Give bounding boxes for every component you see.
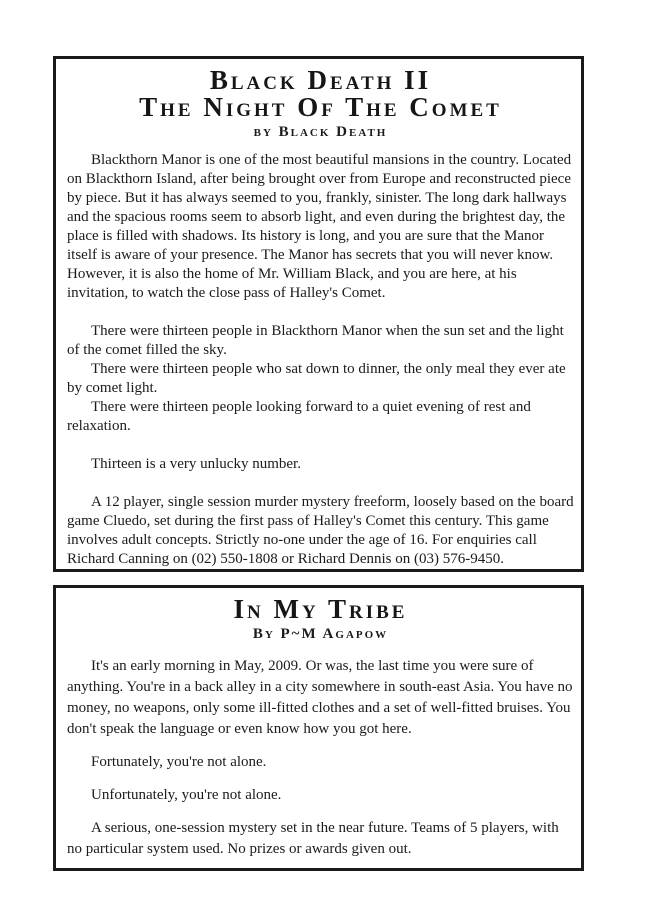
listing-title <box>67 67 574 121</box>
listing-body <box>67 656 574 860</box>
paragraph-unlucky-number: Thirteen is a very unlucky number. <box>91 456 301 472</box>
paragraph-unfortunately: Unfortunately, you're not alone. <box>91 787 282 803</box>
paragraph-thirteen-evening: There were thirteen people looking forward to a quiet evening of rest and relaxation. <box>67 399 531 434</box>
paragraph-game-details: A 12 player, single session murder mystery freeform, loosely based on the board game Cluedo, set during the first pass of Halley's Comet this century. This game involves adult concepts. Strictly no-one under the age of 16. For enquiries call Richard Canning on (02) 550-1808 or Richard Dennis on (03) 576-9450. <box>67 494 574 567</box>
listing-byline: by Black Death <box>253 124 388 140</box>
paragraph-thirteen-dinner: There were thirteen people who sat down to dinner, the only meal they ever ate by comet light. <box>67 361 566 396</box>
paragraph-thirteen-sunset: There were thirteen people in Blackthorn Manor when the sun set and the light of the comet filled the sky. <box>67 323 564 358</box>
listing-byline: By P~M Agapow <box>252 626 389 642</box>
listing-title <box>67 596 574 623</box>
listing-box-in-my-tribe <box>53 585 584 871</box>
paragraph-intro: Blackthorn Manor is one of the most beautiful mansions in the country. Located on Blackthorn Island, after being brought over from Europe and reconstructed piece by piece. But it has always seemed to you, frankly, sinister. The long dark hallways and the spacious rooms seem to absorb light, and even during the brightest day, the place is filled with shadows. Its history is long, and you are sure that the Manor itself is aware of your presence. The Manor has secrets that you will never know. However, it is also the home of Mr. William Black, and you are here, at his invitation, to watch the close pass of Halley's Comet. <box>67 152 572 301</box>
title-line-1: Black Death II <box>209 65 432 95</box>
title-line-2: The Night Of The Comet <box>139 92 502 122</box>
paragraph-game-details: A serious, one-session mystery set in the near future. Teams of 5 players, with no particular system used. No prizes or awards given out. <box>67 820 559 857</box>
title-line-1: In My Tribe <box>233 594 408 624</box>
paragraph-fortunately: Fortunately, you're not alone. <box>91 754 267 770</box>
listing-body <box>67 151 574 569</box>
paragraph-intro: It's an early morning in May, 2009. Or was, the last time you were sure of anything. You're in a back alley in a city somewhere in south-east Asia. You have no money, no weapons, only some ill-fitted clothes and a set of well-fitted bruises. You don't speak the language or even know how you got here. <box>67 658 573 737</box>
listing-box-black-death-ii <box>53 56 584 572</box>
listing-header <box>67 67 574 141</box>
listing-header <box>67 596 574 643</box>
